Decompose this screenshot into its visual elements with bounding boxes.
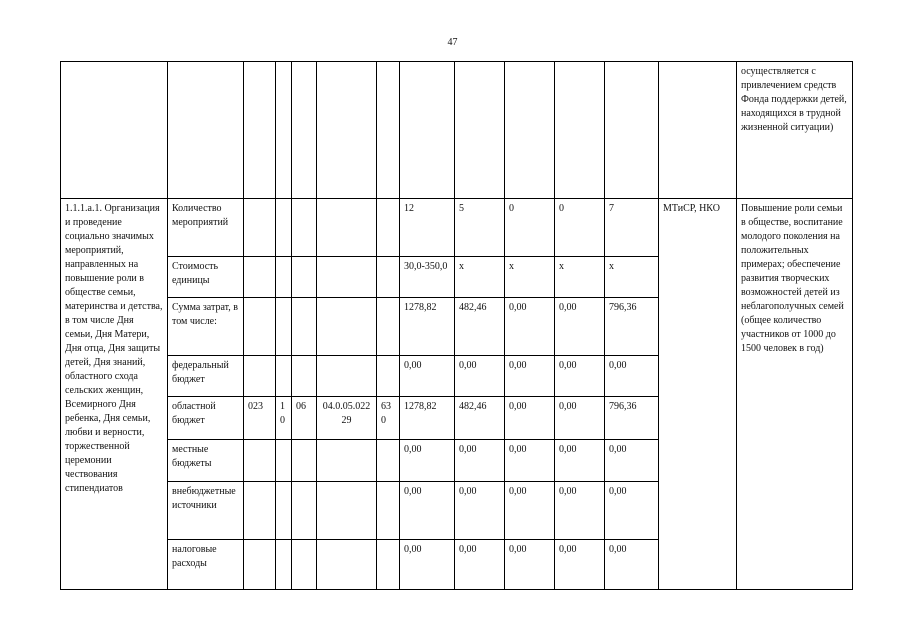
value-cell: 482,46 bbox=[455, 298, 505, 356]
code-pr-cell: 06 bbox=[292, 397, 317, 440]
value-cell: 7 bbox=[605, 199, 659, 257]
value-cell: 0,00 bbox=[400, 356, 455, 397]
row-label: Количество мероприятий bbox=[168, 199, 244, 257]
value-cell: 1278,82 bbox=[400, 397, 455, 440]
code-csr-cell: 04.0.05.02229 bbox=[317, 397, 377, 440]
row-label: федеральный бюджет bbox=[168, 356, 244, 397]
value-cell: 0,00 bbox=[555, 356, 605, 397]
value-cell: 0 bbox=[555, 199, 605, 257]
row-label: областной бюджет bbox=[168, 397, 244, 440]
value-cell: 30,0-350,0 bbox=[400, 257, 455, 298]
value-cell: 0,00 bbox=[400, 482, 455, 540]
table-row bbox=[61, 199, 853, 257]
value-cell: 0,00 bbox=[605, 482, 659, 540]
value-cell: 0,00 bbox=[400, 440, 455, 482]
code-grbs-cell: 023 bbox=[244, 397, 276, 440]
value-cell: 0,00 bbox=[505, 540, 555, 590]
value-cell: 796,36 bbox=[605, 298, 659, 356]
value-cell: х bbox=[605, 257, 659, 298]
code-vr-cell: 630 bbox=[377, 397, 400, 440]
row-label: внебюджетные источники bbox=[168, 482, 244, 540]
executor-cell: МТиСР, НКО bbox=[659, 199, 737, 590]
value-cell: 5 bbox=[455, 199, 505, 257]
value-cell: 796,36 bbox=[605, 397, 659, 440]
value-cell: 0,00 bbox=[455, 356, 505, 397]
value-cell: 0 bbox=[505, 199, 555, 257]
value-cell: 12 bbox=[400, 199, 455, 257]
code-rz-cell: 10 bbox=[276, 397, 292, 440]
value-cell: 0,00 bbox=[555, 540, 605, 590]
value-cell: х bbox=[505, 257, 555, 298]
value-cell: 0,00 bbox=[555, 440, 605, 482]
value-cell: 0,00 bbox=[555, 397, 605, 440]
budget-table bbox=[60, 61, 853, 590]
value-cell: 0,00 bbox=[505, 298, 555, 356]
value-cell: 0,00 bbox=[605, 356, 659, 397]
row-label: местные бюджеты bbox=[168, 440, 244, 482]
page-number: 47 bbox=[447, 37, 458, 48]
value-cell: 0,00 bbox=[505, 397, 555, 440]
value-cell: х bbox=[455, 257, 505, 298]
activity-description-cell: 1.1.1.a.1. Организация и проведение социально значимых мероприятий, направленных на повышение роли в обществе семьи, материнства и детства, в том числе Дня семьи, Дня Матери, Дня отца, Дня защиты детей, Дня знаний, областного схода сельских женщин, Всемирного Дня ребенка, Дня семьи, любви и верности, торжественной церемонии чествования стипендиатов bbox=[61, 199, 168, 590]
value-cell: 0,00 bbox=[505, 440, 555, 482]
value-cell: 0,00 bbox=[455, 482, 505, 540]
value-cell: 0,00 bbox=[505, 482, 555, 540]
value-cell: 0,00 bbox=[455, 440, 505, 482]
value-cell: 0,00 bbox=[605, 440, 659, 482]
value-cell: х bbox=[555, 257, 605, 298]
value-cell: 0,00 bbox=[555, 482, 605, 540]
result-cell: Повышение роли семьи в обществе, воспитание молодого поколения на положительных примерах; обеспечение развития творческих возможностей детей из неблагополучных семей (общее количество участников от 1000 до 1500 человек в год) bbox=[737, 199, 853, 590]
result-note-cell: осуществляется с привлечением средств Фонда поддержки детей, находящихся в трудной жизненной ситуации) bbox=[737, 62, 853, 199]
value-cell: 0,00 bbox=[505, 356, 555, 397]
value-cell: 0,00 bbox=[400, 540, 455, 590]
row-label: Стоимость единицы bbox=[168, 257, 244, 298]
value-cell: 0,00 bbox=[555, 298, 605, 356]
value-cell: 482,46 bbox=[455, 397, 505, 440]
value-cell: 0,00 bbox=[455, 540, 505, 590]
row-label: Сумма затрат, в том числе: bbox=[168, 298, 244, 356]
value-cell: 0,00 bbox=[605, 540, 659, 590]
value-cell: 1278,82 bbox=[400, 298, 455, 356]
table-row-continuation bbox=[61, 62, 853, 199]
row-label: налоговые расходы bbox=[168, 540, 244, 590]
